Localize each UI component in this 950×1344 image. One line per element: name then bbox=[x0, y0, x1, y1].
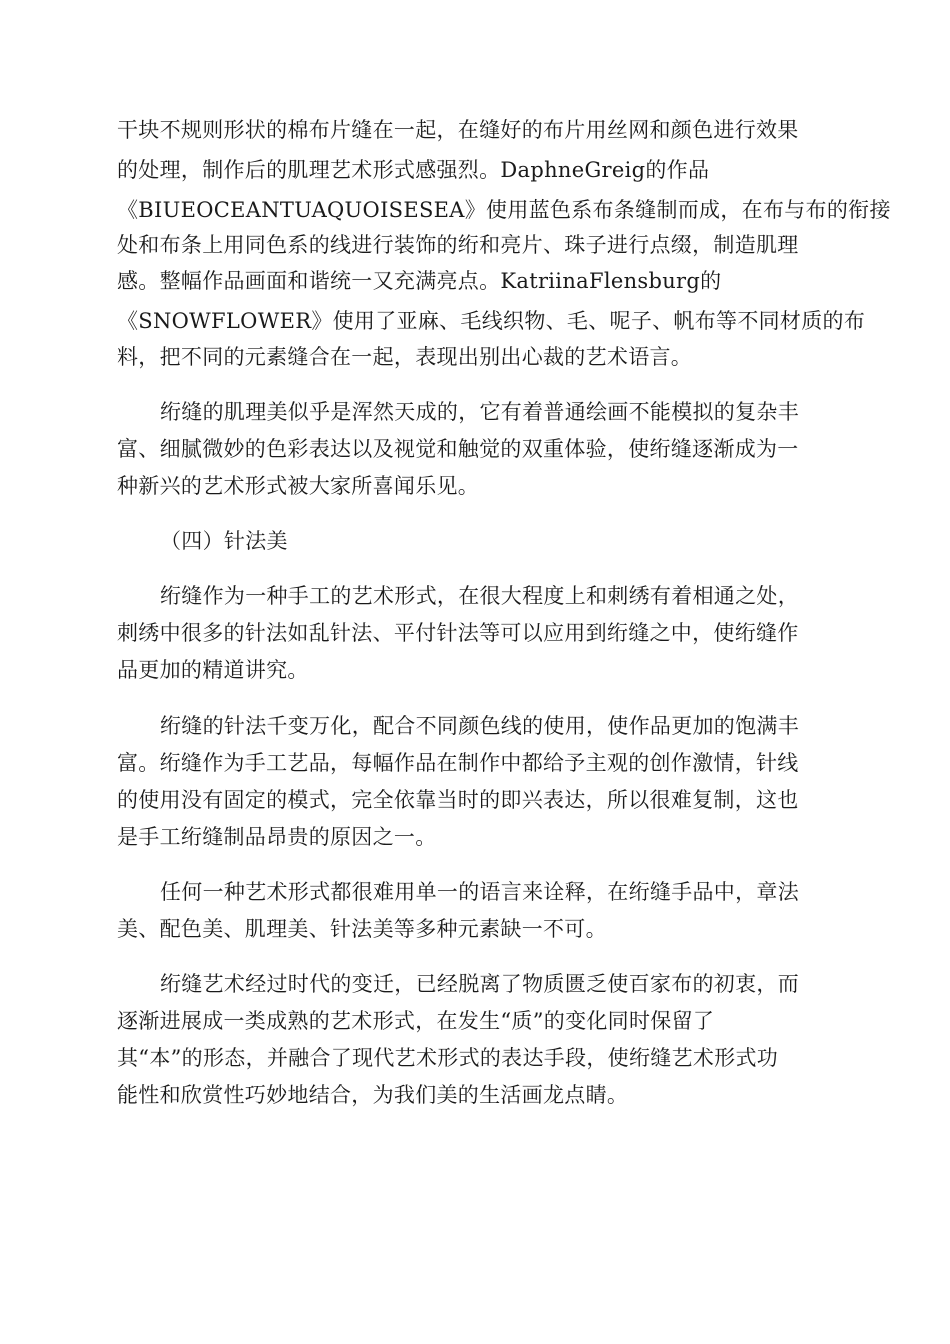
text-line: 品更加的精道讲究。 bbox=[117, 658, 309, 682]
text-line: 干块不规则形状的棉布片缝在一起，在缝好的布片用丝网和颜色进行效果 bbox=[117, 118, 799, 142]
text-line: 逐渐进展成一类成熟的艺术形式，在发生“质”的变化同时保留了 bbox=[117, 1009, 715, 1033]
text-line: 其“本”的形态，并融合了现代艺术形式的表达手段，使绗缝艺术形式功 bbox=[117, 1046, 779, 1070]
text-line: 处和布条上用同色系的线进行装饰的绗和亮片、珠子进行点缀，制造肌理 bbox=[117, 233, 799, 257]
text-line: 是手工绗缝制品昂贵的原因之一。 bbox=[117, 825, 437, 849]
text-line: 感。整幅作品画面和谐统一又充满亮点。KatriinaFlensburg的 bbox=[117, 269, 722, 293]
text-line: 富、细腻微妙的色彩表达以及视觉和触觉的双重体验，使绗缝逐渐成为一 bbox=[117, 437, 799, 461]
text-line: 种新兴的艺术形式被大家所喜闻乐见。 bbox=[117, 474, 480, 498]
text-line: 《BIUEOCEANTUAQUOISESEA》使用蓝色系布条缝制而成，在布与布的衔接 bbox=[117, 198, 891, 222]
text-line: 的处理，制作后的肌理艺术形式感强烈。DaphneGreig的作品 bbox=[117, 158, 710, 182]
text-line: 能性和欣赏性巧妙地结合，为我们美的生活画龙点睛。 bbox=[117, 1083, 629, 1107]
text-line: 美、配色美、肌理美、针法美等多种元素缺一不可。 bbox=[117, 917, 607, 941]
text-line: 绗缝的肌理美似乎是浑然天成的，它有着普通绘画不能模拟的复杂丰 bbox=[160, 400, 799, 424]
text-line: 绗缝作为一种手工的艺术形式，在很大程度上和刺绣有着相通之处， bbox=[160, 584, 799, 608]
text-line: 绗缝的针法千变万化，配合不同颜色线的使用，使作品更加的饱满丰 bbox=[160, 714, 799, 738]
section-heading: （四）针法美 bbox=[160, 529, 288, 553]
text-line: 料，把不同的元素缝合在一起，表现出别出心裁的艺术语言。 bbox=[117, 345, 693, 369]
text-line: 富。绗缝作为手工艺品，每幅作品在制作中都给予主观的创作激情，针线 bbox=[117, 751, 799, 775]
text-line: 刺绣中很多的针法如乱针法、平付针法等可以应用到绗缝之中，使绗缝作 bbox=[117, 621, 799, 645]
text-line: 任何一种艺术形式都很难用单一的语言来诠释，在绗缝手品中，章法 bbox=[160, 880, 799, 904]
text-line: 《SNOWFLOWER》使用了亚麻、毛线织物、毛、呢子、帆布等不同材质的布 bbox=[117, 309, 866, 333]
text-line: 绗缝艺术经过时代的变迁，已经脱离了物质匮乏使百家布的初衷，而 bbox=[160, 972, 799, 996]
text-line: 的使用没有固定的模式，完全依靠当时的即兴表达，所以很难复制，这也 bbox=[117, 788, 799, 812]
